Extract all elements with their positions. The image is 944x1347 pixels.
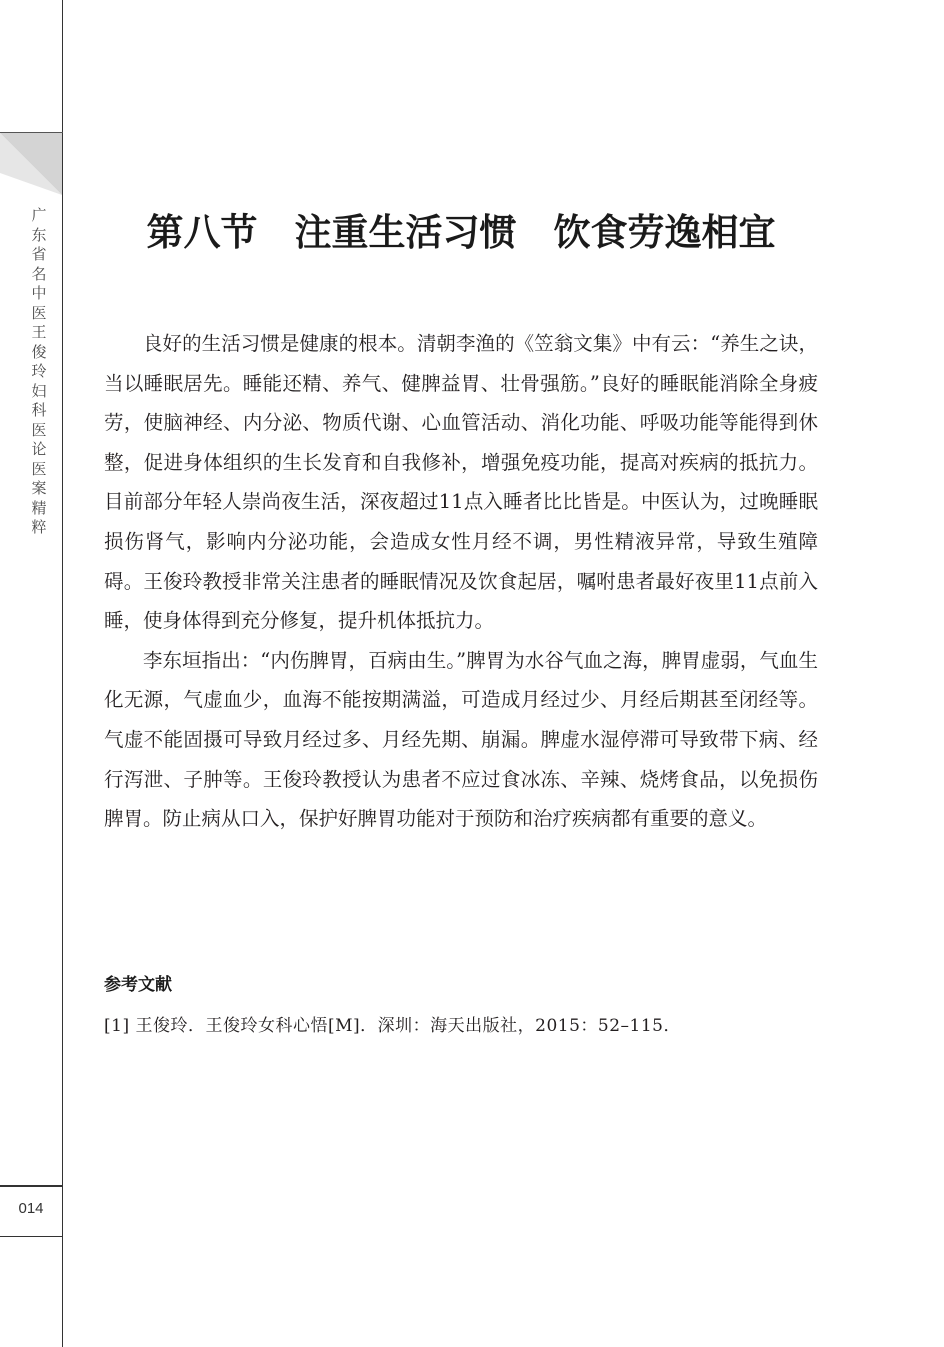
paragraph: 李东垣指出：“内伤脾胃，百病由生。”脾胃为水谷气血之海，脾胃虚弱，气血生化无源，气虚血少，血海不能按期满溢，可造成月经过少、月经后期甚至闭经等。气虚不能固摄可导致月经过多、月经先期、崩漏。脾虚水湿停滞可导致带下病、经行泻泄、子肿等。王俊玲教授认为患者不应过食冰冻、辛辣、烧烤食品，以免损伤脾胃。防止病从口入，保护好脾胃功能对于预防和治疗疾病都有重要的意义。 — [104, 648, 818, 831]
page-number: 014 — [18, 1200, 44, 1217]
page-number-rule-top — [0, 1185, 63, 1187]
reference-item: [1] 王俊玲．王俊玲女科心悟[M]．深圳：海天出版社，2015：52–115． — [104, 1016, 681, 1036]
section-title: 第八节 注重生活习惯 饮食劳逸相宜 — [146, 211, 776, 254]
margin-rule — [62, 0, 63, 1347]
paragraph: 良好的生活习惯是健康的根本。清朝李渔的《笠翁文集》中有云：“养生之诀，当以睡眠居先。睡能还精、养气、健脾益胃、壮骨强筋。”良好的睡眠能消除全身疲劳，使脑神经、内分泌、物质代谢、心血管活动、消化功能、呼吸功能等能得到休整，促进身体组织的生长发育和自我修补，增强免疫功能，提高对疾病的抵抗力。目前部分年轻人崇尚夜生活，深夜超过11点入睡者比比皆是。中医认为，过晚睡眠损伤肾气，影响内分泌功能，会造成女性月经不调，男性精液异常，导致生殖障碍。王俊玲教授非常关注患者的睡眠情况及饮食起居，嘱咐患者最好夜里11点前入睡，使身体得到充分修复，提升机体抵抗力。 — [104, 332, 818, 633]
references-heading: 参考文献 — [104, 975, 172, 995]
chapter-tab-decoration — [0, 133, 62, 195]
body-text — [104, 324, 818, 839]
page-number-rule-bottom — [0, 1236, 63, 1237]
running-title: 广东省名中医王俊玲妇科医论医案精粹 — [31, 206, 47, 536]
